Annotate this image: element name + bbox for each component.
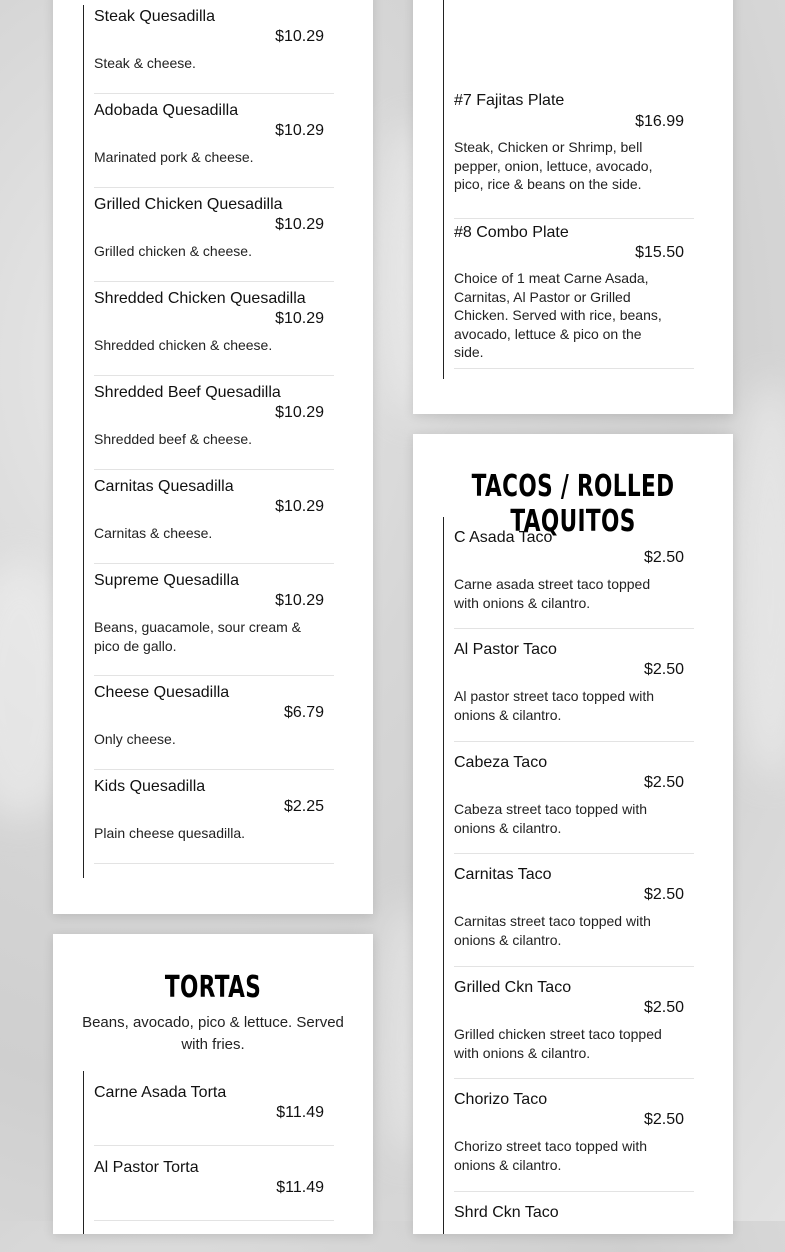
tortas-list bbox=[83, 1071, 344, 1234]
item-name: Adobada Quesadilla bbox=[94, 102, 239, 119]
item-price: $2.50 bbox=[643, 661, 684, 678]
section-title: TACOS / ROLLED TAQUITOS bbox=[471, 469, 675, 539]
item-price: $2.50 bbox=[643, 1111, 684, 1128]
item-description: Choice of 1 meat Carne Asada, Carnitas, Al Pastor or Grilled Chicken. Served with rice, beans, avocado, lettuce & pico on the side. bbox=[454, 270, 662, 360]
item-price: $10.29 bbox=[275, 498, 324, 515]
item-name: #8 Combo Plate bbox=[454, 224, 569, 241]
item-description: Steak & cheese. bbox=[94, 55, 196, 71]
item-price: $2.25 bbox=[283, 798, 324, 815]
item-name: Al Pastor Torta bbox=[94, 1159, 199, 1176]
item-name: Cabeza Taco bbox=[454, 754, 548, 771]
menu-item-supreme-quesadilla[interactable] bbox=[94, 564, 334, 676]
item-name: Carnitas Taco bbox=[454, 866, 552, 883]
menu-item-steak-quesadilla[interactable] bbox=[94, 5, 334, 94]
item-description: Cabeza street taco topped with onions & cilantro. bbox=[454, 801, 648, 836]
menu-item-cabeza-taco[interactable] bbox=[454, 742, 694, 854]
item-name: Grilled Ckn Taco bbox=[454, 979, 572, 996]
item-description: Steak, Chicken or Shrimp, bell pepper, onion, lettuce, avocado, pico, rice & beans on the side. bbox=[454, 139, 653, 192]
tacos-panel bbox=[413, 434, 733, 1234]
item-price: $15.50 bbox=[635, 244, 684, 261]
item-price: $2.50 bbox=[643, 549, 684, 566]
menu-item-adobada-quesadilla[interactable] bbox=[94, 94, 334, 188]
item-price: $10.29 bbox=[275, 310, 324, 327]
item-price: $11.49 bbox=[276, 1179, 324, 1196]
item-description: Only cheese. bbox=[94, 731, 176, 747]
menu-item-c-asada-taco[interactable] bbox=[454, 517, 694, 629]
item-name: Carnitas Quesadilla bbox=[94, 478, 234, 495]
item-price: $10.29 bbox=[275, 122, 324, 139]
section-title: TORTAS bbox=[164, 970, 262, 1005]
item-name: Supreme Quesadilla bbox=[94, 572, 239, 589]
item-description: Carne asada street taco topped with onions & cilantro. bbox=[454, 576, 651, 611]
item-description: Plain cheese quesadilla. bbox=[94, 825, 245, 841]
menu-item-cheese-quesadilla[interactable] bbox=[94, 676, 334, 770]
tortas-panel bbox=[53, 934, 373, 1234]
menu-item-chorizo-taco[interactable] bbox=[454, 1079, 694, 1192]
item-name: Steak Quesadilla bbox=[94, 8, 215, 25]
menu-item-shredded-beef-quesadilla[interactable] bbox=[94, 376, 334, 470]
section-subtitle: Beans, avocado, pico & lettuce. Served with fries. bbox=[82, 1014, 344, 1053]
menu-item-kids-quesadilla[interactable] bbox=[94, 770, 334, 864]
item-name: Cheese Quesadilla bbox=[94, 684, 230, 701]
menu-item-carne-asada-torta[interactable] bbox=[94, 1071, 334, 1146]
item-name: Kids Quesadilla bbox=[94, 778, 206, 795]
item-price: $16.99 bbox=[635, 113, 684, 130]
menu-item-carnitas-quesadilla[interactable] bbox=[94, 470, 334, 564]
item-description: Marinated pork & cheese. bbox=[94, 149, 254, 165]
item-name: Carne Asada Torta bbox=[94, 1084, 227, 1101]
item-price: $10.29 bbox=[275, 216, 324, 233]
item-name: Al Pastor Taco bbox=[454, 641, 557, 658]
item-description: Shredded chicken & cheese. bbox=[94, 337, 273, 353]
item-description: Shredded beef & cheese. bbox=[94, 431, 253, 447]
item-description: Carnitas & cheese. bbox=[94, 525, 213, 541]
menu-item-shredded-chicken-quesadilla[interactable] bbox=[94, 282, 334, 376]
item-description: Carnitas street taco topped with onions & cilantro. bbox=[454, 913, 651, 948]
item-price: $2.50 bbox=[643, 886, 684, 903]
quesadillas-list bbox=[83, 5, 344, 878]
plates-panel bbox=[413, 0, 733, 414]
menu-item-grilled-ckn-taco[interactable] bbox=[454, 967, 694, 1079]
item-price: $2.50 bbox=[643, 774, 684, 791]
item-name: Chorizo Taco bbox=[454, 1091, 548, 1108]
item-description: Beans, guacamole, sour cream & pico de gallo. bbox=[94, 619, 301, 654]
quesadillas-panel bbox=[53, 0, 373, 914]
tacos-list bbox=[443, 517, 704, 1234]
item-name: #7 Fajitas Plate bbox=[454, 92, 565, 109]
item-price: $10.29 bbox=[275, 592, 324, 609]
item-name: Shredded Chicken Quesadilla bbox=[94, 290, 306, 307]
item-name: Grilled Chicken Quesadilla bbox=[94, 196, 283, 213]
menu-item-carnitas-taco[interactable] bbox=[454, 854, 694, 967]
menu-item-al-pastor-taco[interactable] bbox=[454, 629, 694, 742]
menu-item-fajitas-plate[interactable] bbox=[454, 87, 694, 219]
item-name: Shrd Ckn Taco bbox=[454, 1204, 559, 1221]
item-price: $6.79 bbox=[283, 704, 324, 721]
item-price: $10.29 bbox=[275, 404, 324, 421]
item-price: $11.49 bbox=[276, 1104, 324, 1121]
plates-list bbox=[443, 0, 704, 379]
menu-item-al-pastor-torta[interactable] bbox=[94, 1146, 334, 1221]
menu-item-grilled-chicken-quesadilla[interactable] bbox=[94, 188, 334, 282]
item-description: Grilled chicken & cheese. bbox=[94, 243, 252, 259]
item-price: $2.50 bbox=[643, 999, 684, 1016]
item-name: C Asada Taco bbox=[454, 529, 553, 546]
menu-item-shrd-ckn-taco[interactable] bbox=[454, 1192, 694, 1252]
item-description: Al pastor street taco topped with onions & cilantro. bbox=[454, 688, 654, 723]
item-name: Shredded Beef Quesadilla bbox=[94, 384, 281, 401]
item-description: Grilled chicken street taco topped with onions & cilantro. bbox=[454, 1026, 662, 1061]
item-description: Chorizo street taco topped with onions & cilantro. bbox=[454, 1138, 647, 1173]
menu-item-combo-plate[interactable] bbox=[454, 219, 694, 369]
item-price: $10.29 bbox=[275, 28, 324, 45]
